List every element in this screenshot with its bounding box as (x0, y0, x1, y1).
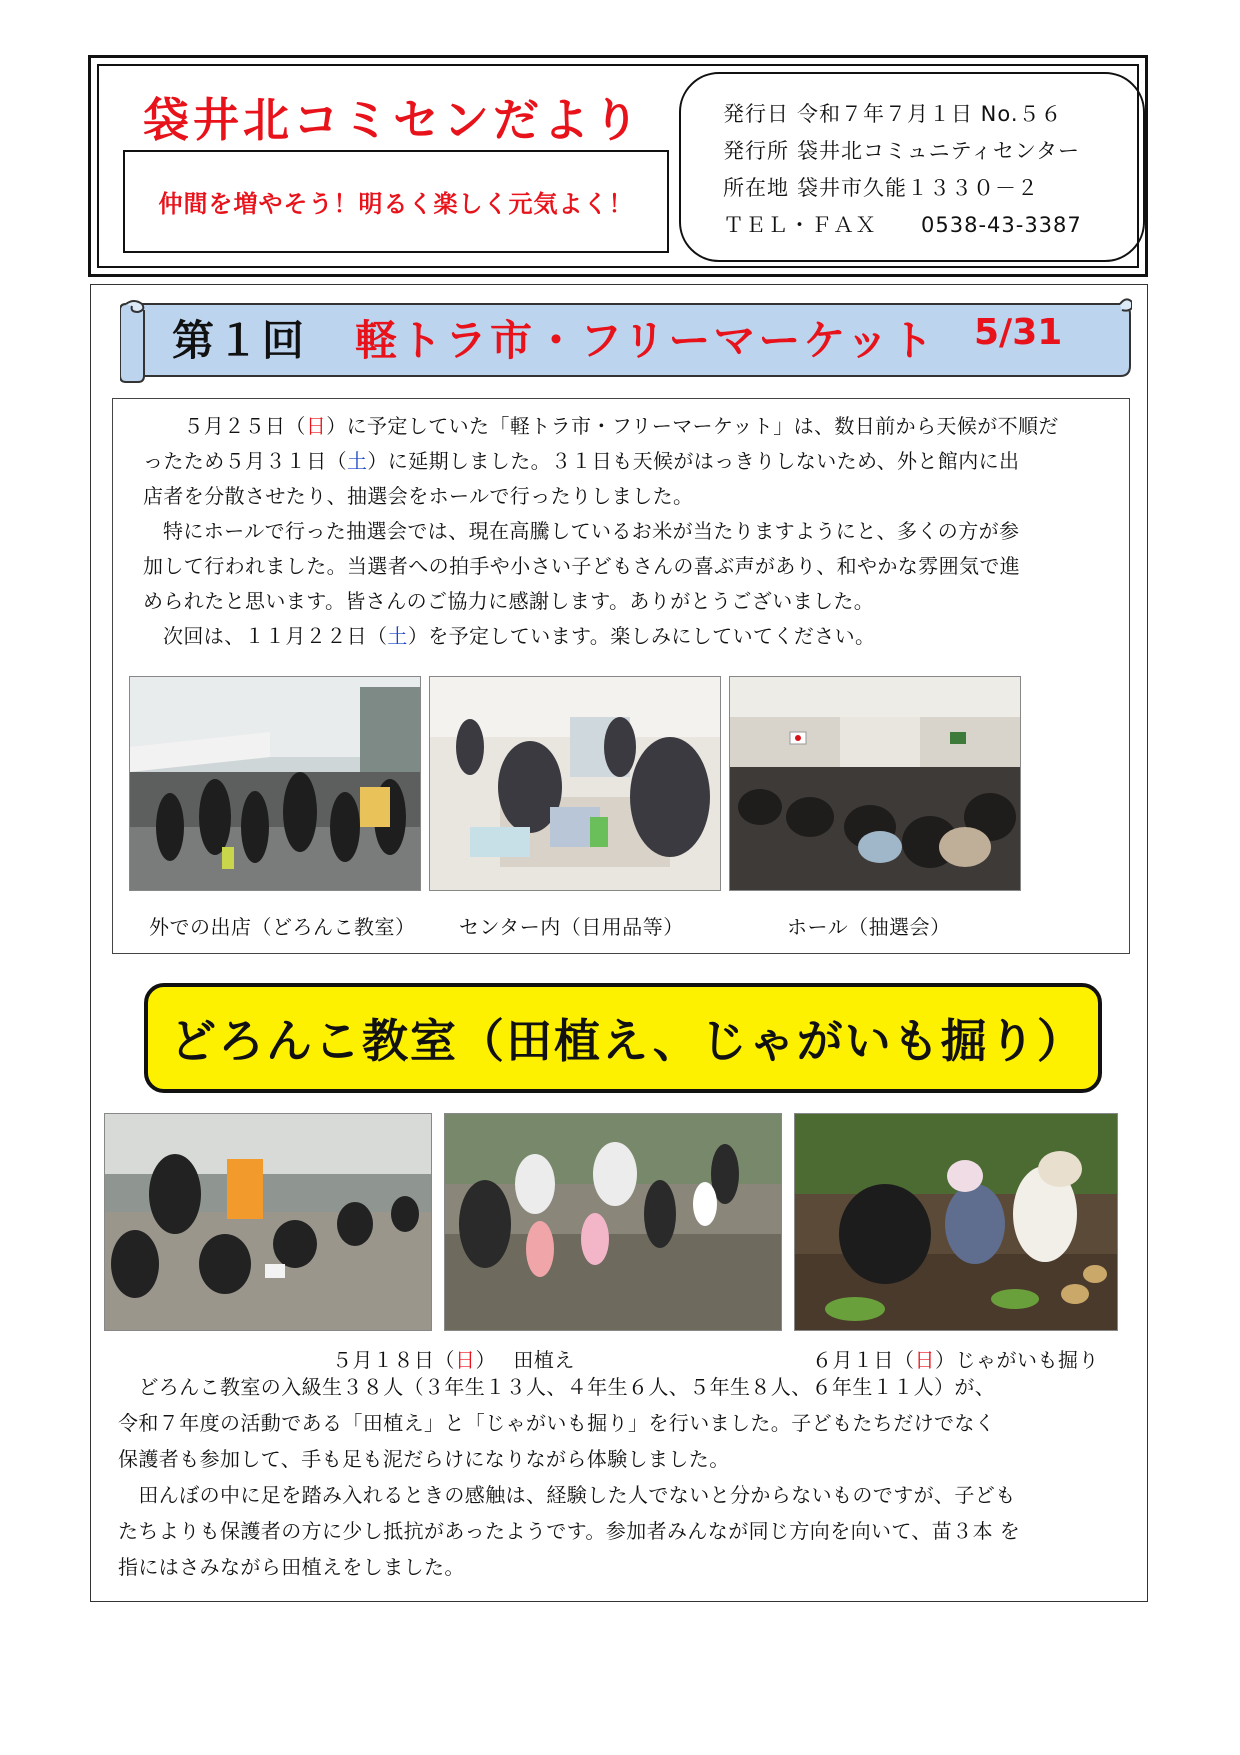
section2-line: どろんこ教室の入級生３８人（３年生１３人、４年生６人、５年生８人、６年生１１人）が、 (118, 1375, 996, 1399)
section2-line: たちよりも保護者の方に少し抵抗があったようです。参加者みんなが同じ方向を向いて、苗３本 を (118, 1519, 1021, 1543)
caption-outdoor-stalls: 外での出店（どろんこ教室） (149, 915, 416, 939)
photo-outdoor-stalls (129, 676, 421, 891)
photo-rice-planting-2 (444, 1113, 782, 1331)
caption-hall-lottery: ホール（抽選会） (787, 915, 951, 939)
section2-line: 保護者も参加して、手も足も泥だらけになりながら体験しました。 (118, 1447, 730, 1471)
photo-rice-planting-1 (104, 1113, 432, 1331)
section1-line: ５月２５日（日）に予定していた「軽トラ市・フリーマーケット」は、数日前から天候が不順だ (163, 414, 1059, 438)
info-publisher: 発行所 袋井北コミュニティセンター (723, 139, 1081, 163)
section2-line: 令和７年度の活動である「田植え」と「じゃがいも掘り」を行いました。子どもたちだけでなく (118, 1411, 996, 1435)
section1-paragraph (143, 409, 1115, 654)
caption-potato-digging: ６月１日（日）じゃがいも掘り (812, 1348, 1099, 1372)
masthead-inner-border (97, 64, 1139, 268)
section1-line: 特にホールで行った抽選会では、現在高騰しているお米が当たりますようにと、多くの方が参 (163, 519, 1020, 543)
slogan-text: 仲間を増やそう！明るく楽しく元気よく！ (158, 190, 634, 218)
section1-line: 加して行われました。当選者への拍手や小さい子どもさんの喜ぶ声があり、和やかな雰囲気で進 (143, 554, 1021, 578)
section1-line: められたと思います。皆さんのご協力に感謝します。ありがとうございました。 (143, 589, 875, 613)
section1-article-box (112, 398, 1130, 954)
section1-title: 軽トラ市・フリーマーケット (355, 316, 937, 365)
caption-rice-planting: ５月１８日（日） 田植え (332, 1348, 575, 1372)
photo-potato-digging (794, 1113, 1118, 1331)
newsletter-slogan (123, 150, 669, 253)
info-issue-date: 発行日 令和７年７月１日 No.５６ (723, 102, 1063, 126)
section2-title: どろんこ教室（田植え、じゃがいも掘り） (170, 1014, 1085, 1068)
section2-banner (144, 983, 1102, 1093)
newsletter-title: 袋井北コミセンだより (143, 93, 643, 147)
section1-line: 次回は、１１月２２日（土）を予定しています。楽しみにしていてください。 (163, 624, 876, 648)
info-address: 所在地 袋井市久能１３３０－２ (723, 176, 1039, 200)
section1-number: 第１回 (172, 316, 308, 365)
section2-line: 田んぼの中に足を踏み入れるときの感触は、経験した人でないと分からないものですが、子ども (118, 1483, 1016, 1507)
section2-paragraph (118, 1369, 1128, 1585)
section1-date: 5/31 (974, 312, 1063, 353)
caption-indoor-goods: センター内（日用品等） (459, 915, 684, 939)
section1-line: ったため５月３１日（土）に延期しました。３１日も天候がはっきりしないため、外と館内に出 (143, 449, 1020, 473)
section2-line: 指にはさみながら田植えをしました。 (118, 1555, 465, 1579)
masthead (88, 55, 1148, 277)
publication-info-box (679, 72, 1145, 262)
photo-hall-lottery (729, 676, 1021, 891)
info-phone-fax: ＴＥＬ・ＦＡＸ 0538-43-3387 (723, 213, 1082, 237)
photo-indoor-goods (429, 676, 721, 891)
section1-line: 店者を分散させたり、抽選会をホールで行ったりしました。 (143, 484, 694, 508)
section1-banner (120, 296, 1132, 384)
